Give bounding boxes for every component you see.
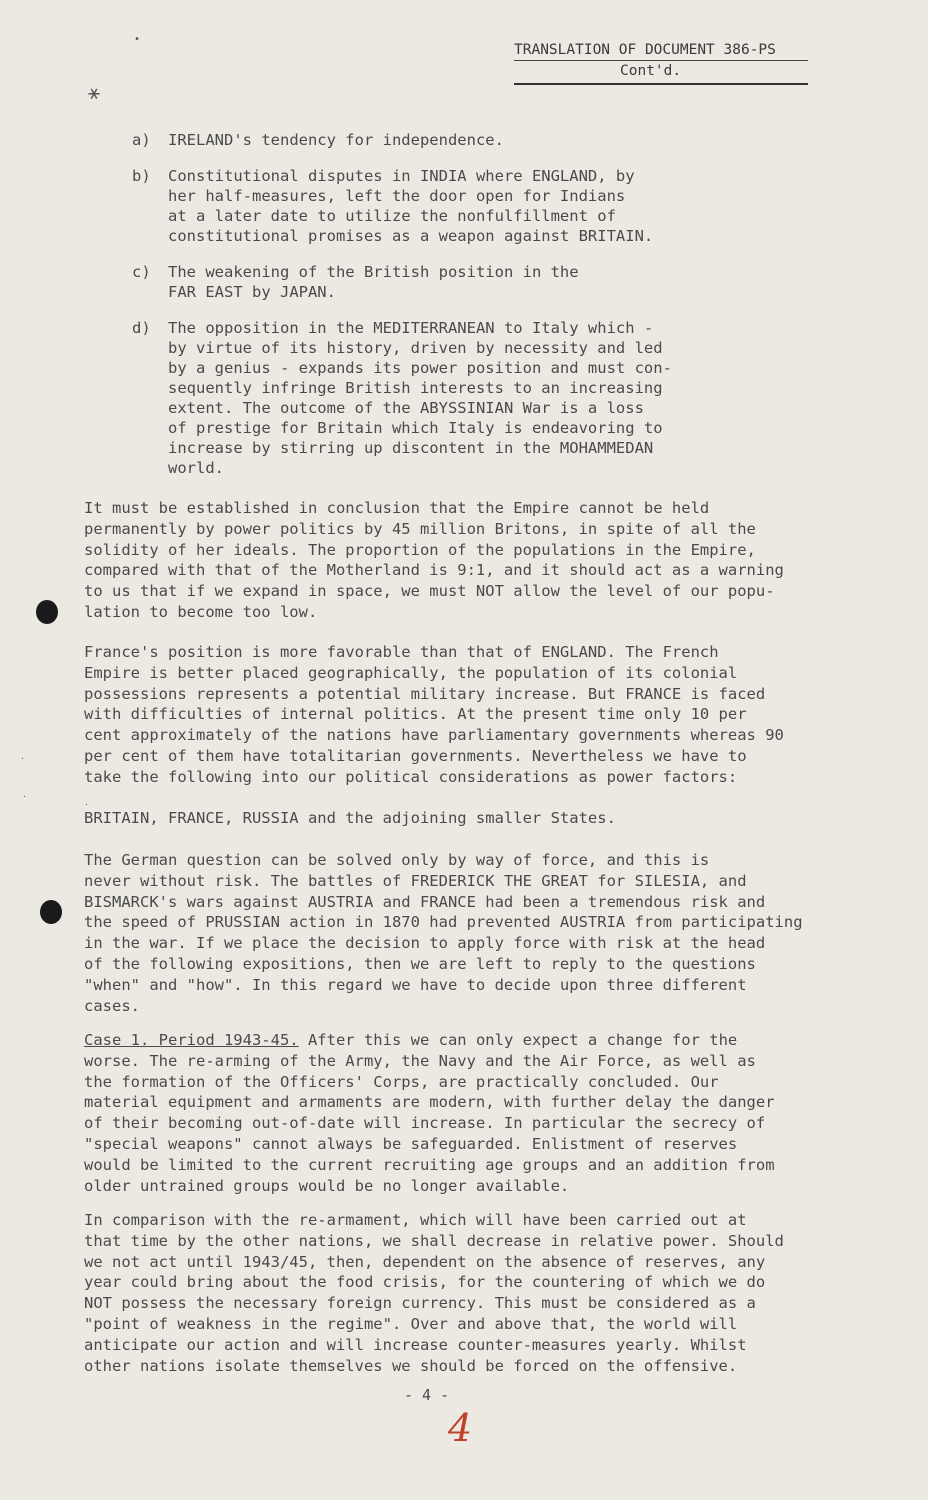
header-title: TRANSLATION OF DOCUMENT 386-PS — [514, 40, 808, 61]
paragraph-power-factors: BRITAIN, FRANCE, RUSSIA and the adjoining smaller States. — [84, 809, 616, 827]
list-item — [132, 318, 732, 478]
list-item-label: a) — [132, 131, 151, 149]
punch-hole-icon — [40, 900, 62, 924]
punch-hole-icon — [36, 600, 58, 624]
paragraph-rearmament: In comparison with the re-armament, which will have been carried out at that time by the other nations, we shall decrease in relative power. Should we not act until 1943/45, then, dependent on the absence of reserves, any year could bring about the food crisis, for the countering of which we do NOT possess the necessary foreign currency. This must be considered as a "point of weakness in the regime". Over and above that, the world will anticipate our action and will increase counter-measures yearly. Whilst other nations isolate themselves we should be forced on the offensive. — [84, 1211, 784, 1375]
list-item-label: b) — [132, 167, 151, 185]
case-1-text: After this we can only expect a change for the worse. The re-arming of the Army, the Navy and the Air Force, as well as the formation of the Officers' Corps, are practically concluded. Our material equipment and armaments are modern, with further delay the danger of their becoming out-of-date will increase. In particular the secrecy of "special weapons" cannot always be safeguarded. Enlistment of reserves would be limited to the current recruiting age groups and an addition from older untrained groups would be no longer available. — [84, 1031, 775, 1195]
list-item-label: c) — [132, 263, 151, 281]
paragraph-case-1 — [84, 1030, 830, 1196]
paragraph-empire: It must be established in conclusion that the Empire cannot be held permanently by power politics by 45 million Britons, in spite of all the solidity of her ideals. The proportion of the populations in the Empire, compared with that of the Motherland is 9:1, and it should act as a warning to us that if we expand in space, we must NOT allow the level of our popu- lation to become too low. — [84, 499, 784, 621]
case-1-heading: Case 1. Period 1943-45. — [84, 1031, 299, 1049]
list-item-text: IRELAND's tendency for independence. — [168, 131, 504, 149]
handwritten-page-number: 4 — [448, 1406, 473, 1450]
list-item-text: The weakening of the British position in the FAR EAST by JAPAN. — [168, 263, 579, 301]
page-number: - 4 - — [404, 1386, 450, 1404]
factor-list — [132, 130, 732, 494]
pencil-mark-icon: ⚹ — [88, 80, 100, 104]
paragraph-france: France's position is more favorable than that of ENGLAND. The French Empire is better placed geographically, the population of its colonial possessions represents a potential military increase. But FRANCE is faced with difficulties of internal politics. At the present time only 10 per cent approximately of the nations have parliamentary governments whereas 90 per cent of them have totalitarian governments. Nevertheless we have to take the following into our political considerations as power factors: — [84, 643, 784, 786]
list-item-text: Constitutional disputes in INDIA where ENGLAND, by her half-measures, left the door open for Indians at a later date to utilize the nonfulfillment of constitutional promises as a weapon against BRITAIN. — [168, 167, 654, 245]
header-continued: Cont'd. — [514, 61, 808, 85]
paragraph-german-question: The German question can be solved only by way of force, and this is never without risk. The battles of FREDERICK THE GREAT for SILESIA, and BISMARCK's wars against AUSTRIA and FRANCE had been a tremendous risk and the speed of PRUSSIAN action in 1870 had prevented AUSTRIA from participating in the war. If we place the decision to apply force with risk at the head of the following expositions, then we are left to reply to the questions "when" and "how". In this regard we have to decide upon three different cases. — [84, 851, 803, 1015]
stray-dot: · — [22, 792, 27, 801]
stray-dot: · — [84, 800, 89, 809]
list-item-label: d) — [132, 319, 151, 337]
list-item — [132, 166, 732, 246]
stray-dot: · — [20, 754, 25, 763]
list-item — [132, 262, 732, 302]
stray-dot: • — [134, 34, 141, 45]
document-header — [514, 40, 808, 85]
list-item — [132, 130, 732, 150]
list-item-text: The opposition in the MEDITERRANEAN to Italy which - by virtue of its history, driven by necessity and led by a genius - expands its power position and must con- sequently infringe British interests to an increasing extent. The outcome of the ABYSSINIAN War is a loss of prestige for Britain which Italy is endeavoring to increase by stirring up discontent in the MOHAMMEDAN world. — [168, 319, 672, 477]
